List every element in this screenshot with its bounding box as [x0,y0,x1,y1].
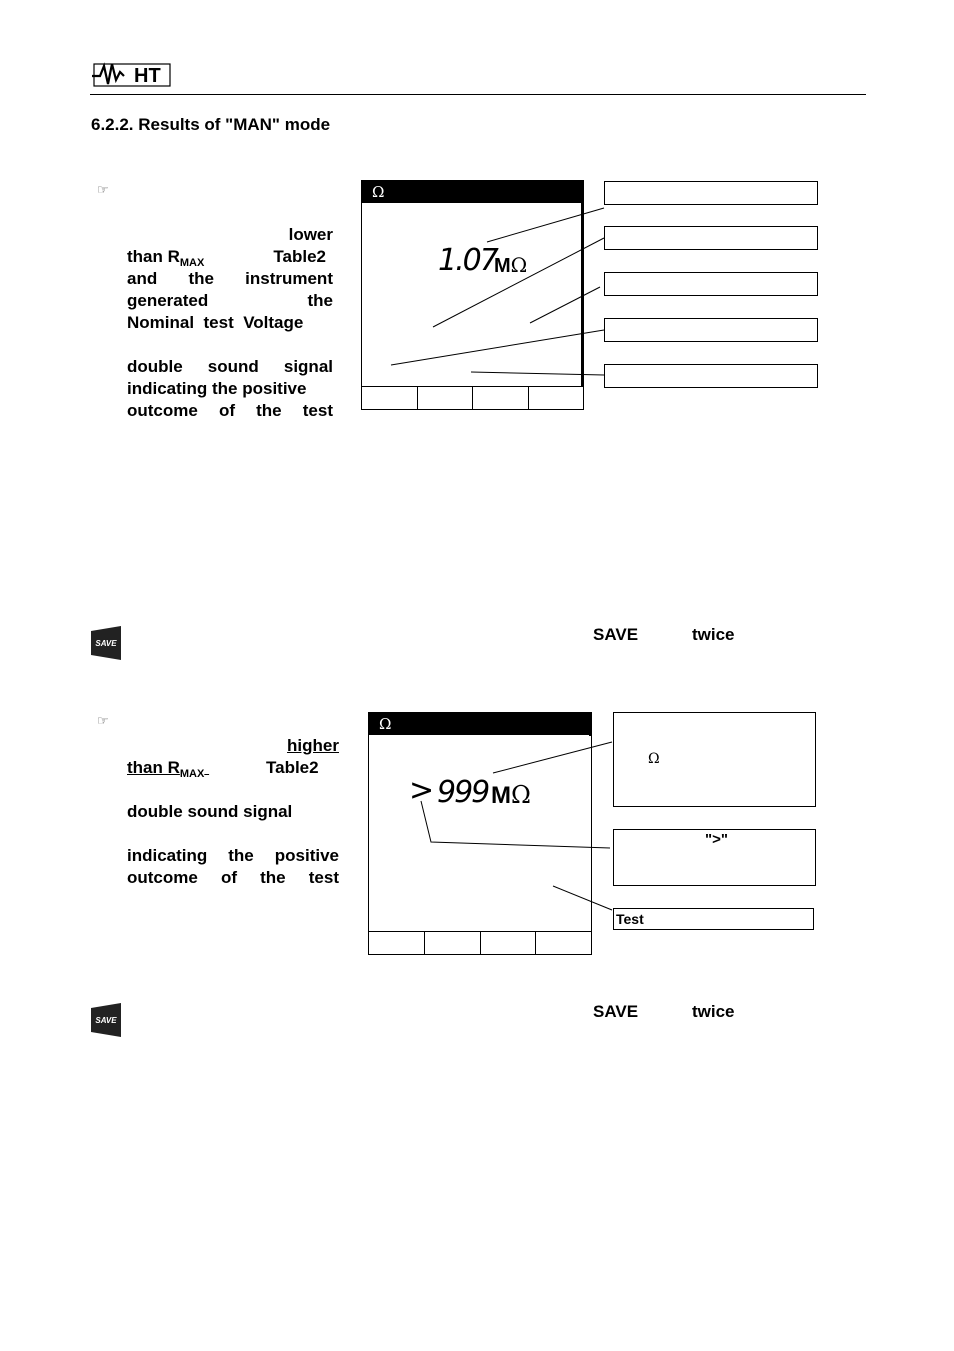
screen-title-bar: Ω [362,181,583,203]
callout-omega: Ω [648,751,660,767]
text-line-indicating-2: indicating the positive [127,846,339,865]
section-title: 6.2.2. Results of "MAN" mode [91,115,331,134]
text-line-outcome: outcome of the test [127,401,333,420]
text-than-r: than $R_{MAX}$ [127,247,205,269]
text-table2-2: Table2 [266,758,319,777]
svg-text:SAVE: SAVE [95,639,117,648]
svg-text:SAVE: SAVE [95,1016,117,1025]
save-key-label-2: SAVE [593,1002,639,1021]
text-table2: Table2 [273,247,326,266]
text-line-and: and the instrument [127,269,333,288]
text-lower: lower [288,225,333,244]
pointer-icon-2: ☞ [97,713,109,728]
callout-test: Test [613,908,814,930]
greater-than-sign: > [409,773,433,808]
text-double-sound: double sound signal [127,802,293,821]
save-twice-label: twice [692,625,735,644]
measured-unit: MΩ [494,253,528,277]
measured-value-2: 999 [437,775,489,810]
text-line-nominal: Nominal test Voltage [127,313,304,332]
text-than-r-2: than $R_{MAX}$ [127,758,205,780]
text-line-double: double sound signal [127,357,333,376]
text-higher: higher [287,736,339,755]
text-line-outcome-2: outcome of the test [127,868,339,887]
screen-title-bar-2: Ω [369,713,591,735]
callout-gt-label: ">" [705,831,728,848]
text-line-generated: generated the [127,291,333,310]
text-line-indicating: indicating the positive [127,379,307,398]
save-twice-label-2: twice [692,1002,735,1021]
save-key-label: SAVE [593,625,639,644]
svg-text:HT: HT [134,65,161,87]
pointer-icon: ☞ [97,182,109,197]
measured-unit-2: MΩ [491,781,531,809]
measured-value: 1.07 [438,243,497,278]
